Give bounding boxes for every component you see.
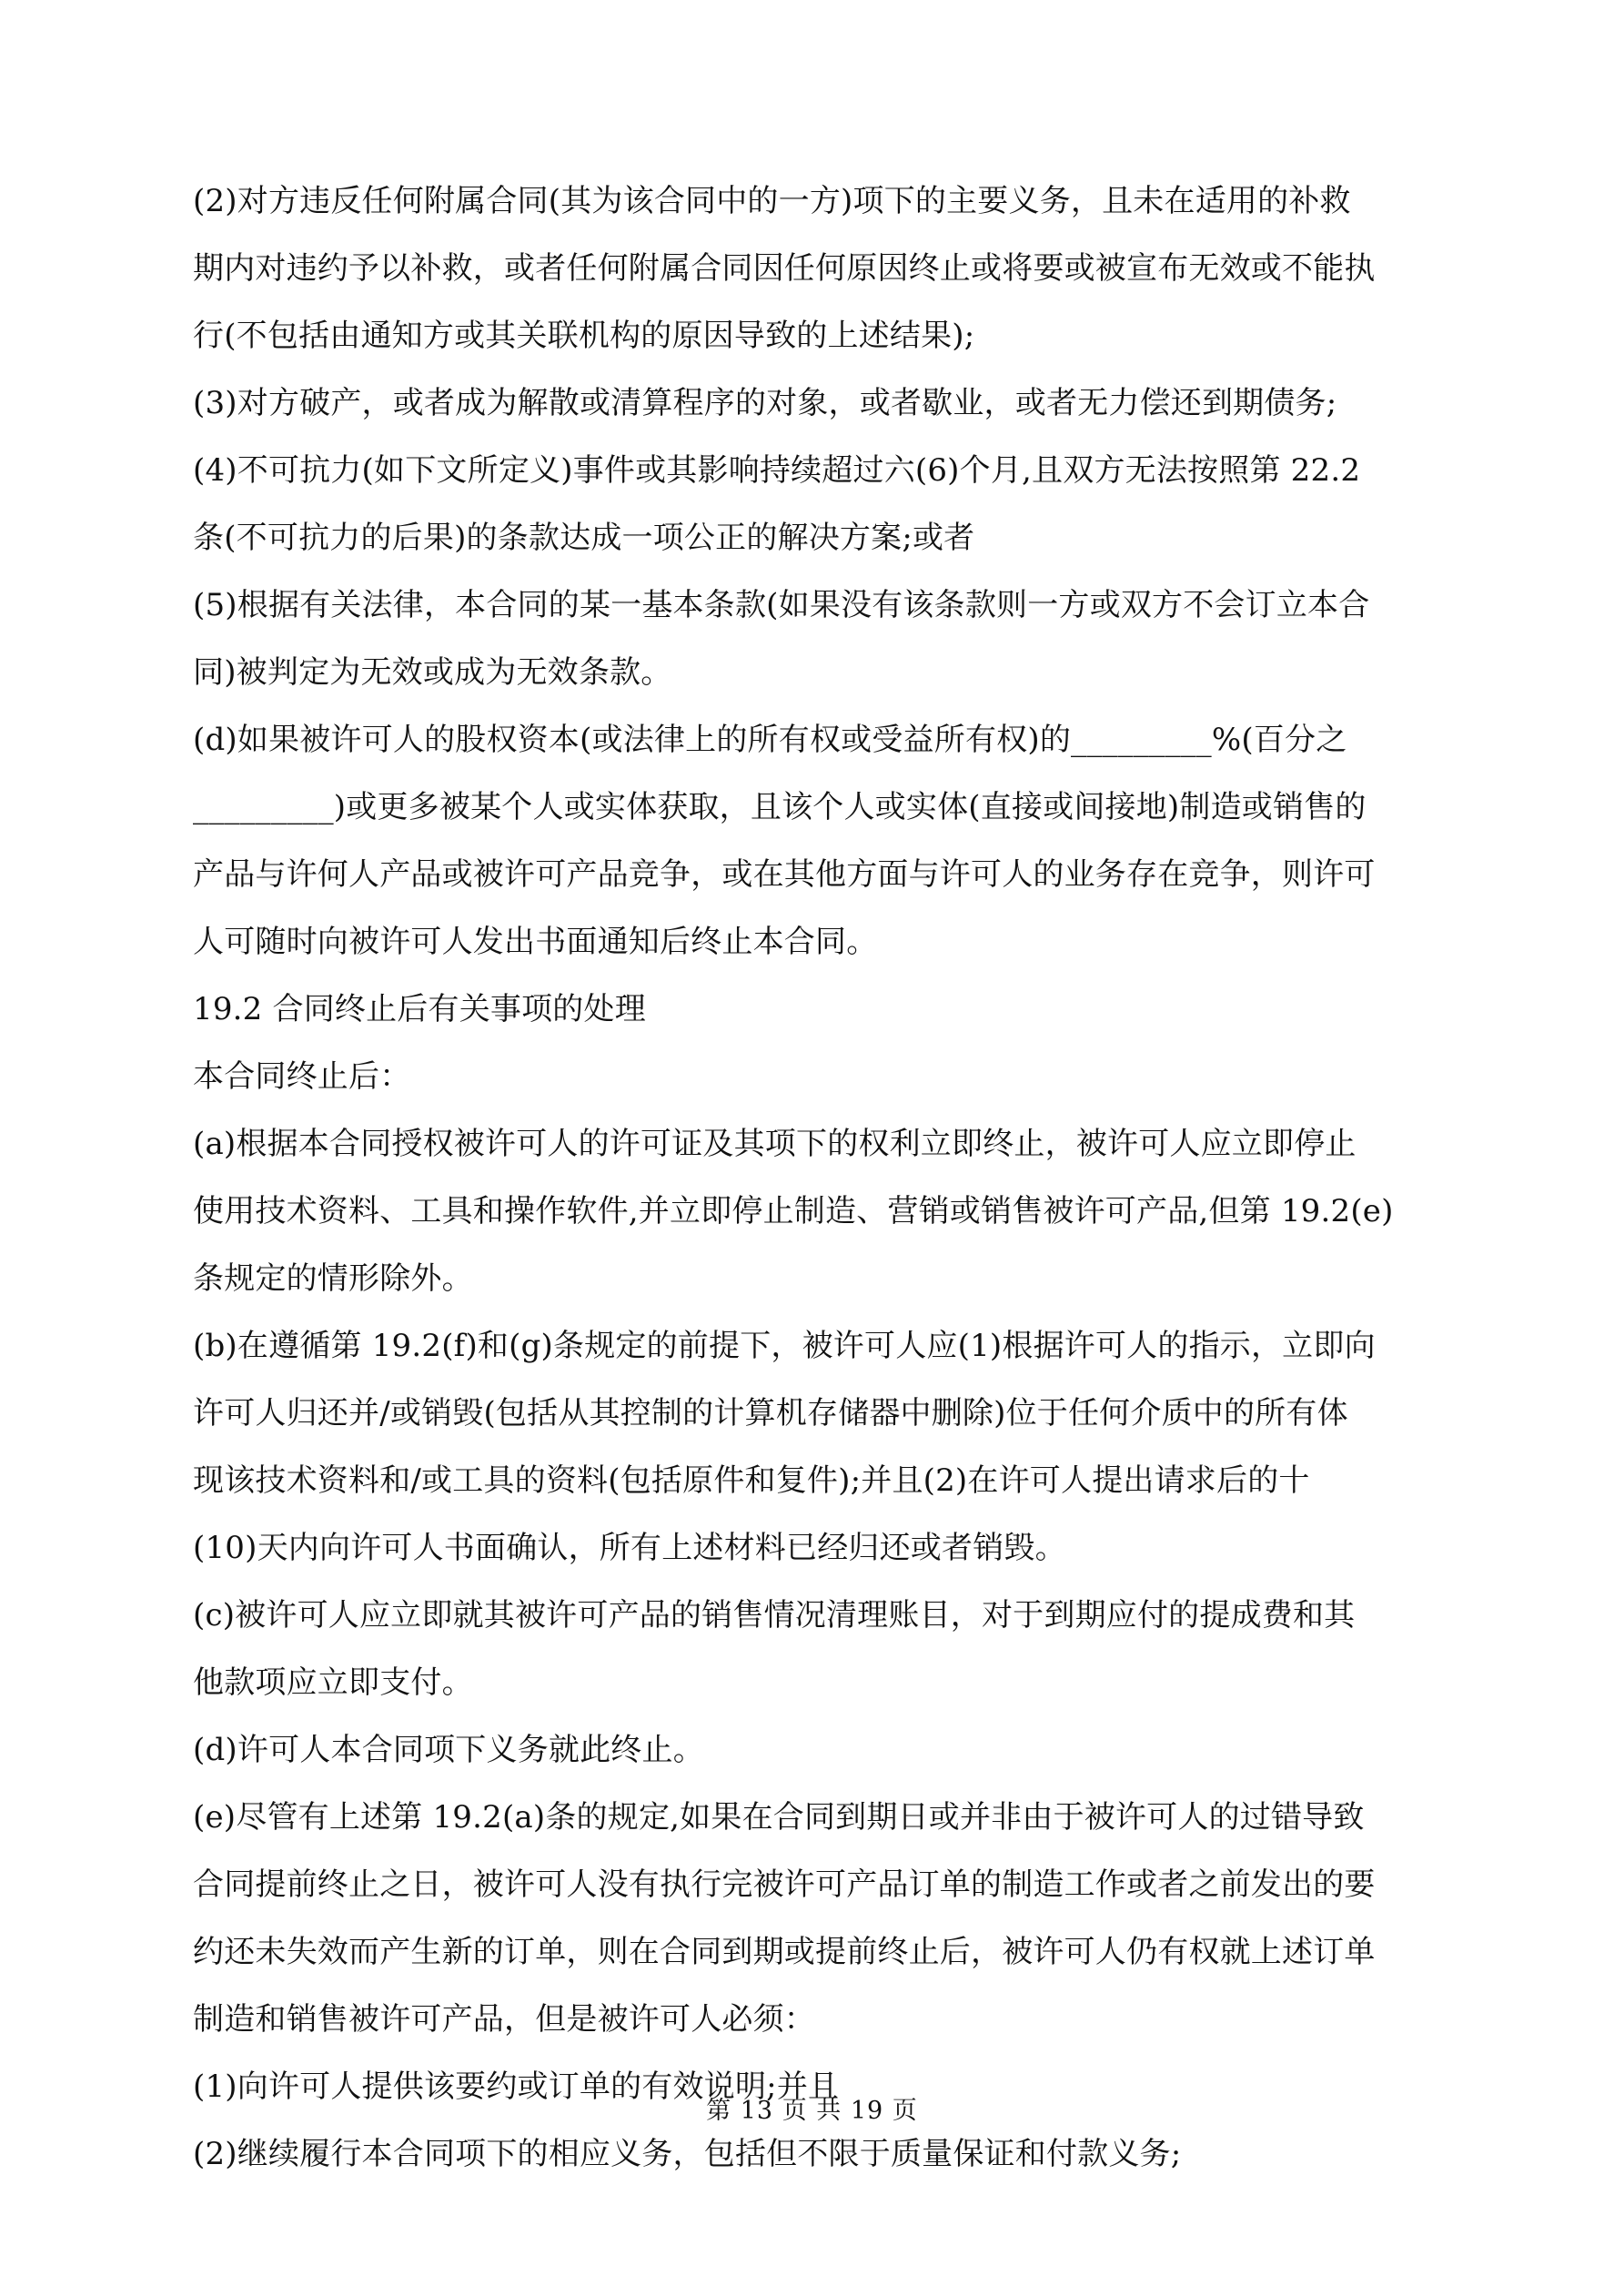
text-line: (b)在遵循第 19.2(f)和(g)条规定的前提下，被许可人应(1)根据许可人的指示，立即向 [193, 1328, 1376, 1364]
text-line: (a)根据本合同授权被许可人的许可证及其项下的权利立即终止，被许可人应立即停止 [193, 1126, 1357, 1162]
text-line: 产品与许何人产品或被许可产品竞争，或在其他方面与许可人的业务存在竞争，则许可 [193, 856, 1376, 893]
text-line: 期内对违约予以补救，或者任何附属合同因任何原因终止或将要或被宣布无效或不能执 [193, 250, 1376, 287]
text-line: (1)向许可人提供该要约或订单的有效说明;并且 [193, 2068, 840, 2105]
text-line: (d)许可人本合同项下义务就此终止。 [193, 1732, 704, 1768]
text-line: 他款项应立即支付。 [193, 1664, 473, 1701]
text-line: 制造和销售被许可产品，但是被许可人必须： [193, 2001, 815, 2038]
text-line: (e)尽管有上述第 19.2(a)条的规定,如果在合同到期日或并非由于被许可人的过错导致 [193, 1799, 1365, 1836]
text-line: (3)对方破产，或者成为解散或清算程序的对象，或者歇业，或者无力偿还到期债务; [193, 385, 1337, 421]
text-line: 行(不包括由通知方或其关联机构的原因导致的上述结果); [193, 318, 975, 354]
page-footer: 第 13 页 共 19 页 [706, 2097, 918, 2125]
text-line: 现该技术资料和/或工具的资料(包括原件和复件);并且(2)在许可人提出请求后的十 [193, 1462, 1310, 1499]
text-line: 同)被判定为无效或成为无效条款。 [193, 654, 672, 691]
text-line: _________)或更多被某个人或实体获取，且该个人或实体(直接或间接地)制造或销售的 [193, 789, 1367, 825]
text-line: 约还未失效而产生新的订单，则在合同到期或提前终止后，被许可人仍有权就上述订单 [193, 1934, 1376, 1970]
text-line: 条规定的情形除外。 [193, 1260, 473, 1297]
text-line: (2)对方违反任何附属合同(其为该合同中的一方)项下的主要义务，且未在适用的补救 [193, 183, 1351, 219]
text-line: 本合同终止后： [193, 1058, 411, 1095]
text-line: 人可随时向被许可人发出书面通知后终止本合同。 [193, 924, 878, 960]
section-heading: 19.2 合同终止后有关事项的处理 [193, 991, 646, 1027]
text-line: 使用技术资料、工具和操作软件,并立即停止制造、营销或销售被许可产品,但第 19.2(e) [193, 1193, 1394, 1229]
text-line: (5)根据有关法律，本合同的某一基本条款(如果没有该条款则一方或双方不会订立本合 [193, 587, 1370, 623]
text-line: (4)不可抗力(如下文所定义)事件或其影响持续超过六(6)个月,且双方无法按照第 22.2 [193, 452, 1361, 489]
text-line: (2)继续履行本合同项下的相应义务，包括但不限于质量保证和付款义务; [193, 2136, 1182, 2172]
text-line: 许可人归还并/或销毁(包括从其控制的计算机存储器中删除)位于任何介质中的所有体 [193, 1395, 1348, 1431]
text-line: (c)被许可人应立即就其被许可产品的销售情况清理账目，对于到期应付的提成费和其 [193, 1597, 1356, 1633]
text-line: (d)如果被许可人的股权资本(或法律上的所有权或受益所有权)的_________%(百分之 [193, 722, 1347, 758]
document-body [193, 167, 1441, 2188]
text-line: 条(不可抗力的后果)的条款达成一项公正的解决方案;或者 [193, 520, 975, 556]
text-line: (10)天内向许可人书面确认，所有上述材料已经归还或者销毁。 [193, 1530, 1066, 1566]
text-line: 合同提前终止之日，被许可人没有执行完被许可产品订单的制造工作或者之前发出的要 [193, 1866, 1376, 1903]
